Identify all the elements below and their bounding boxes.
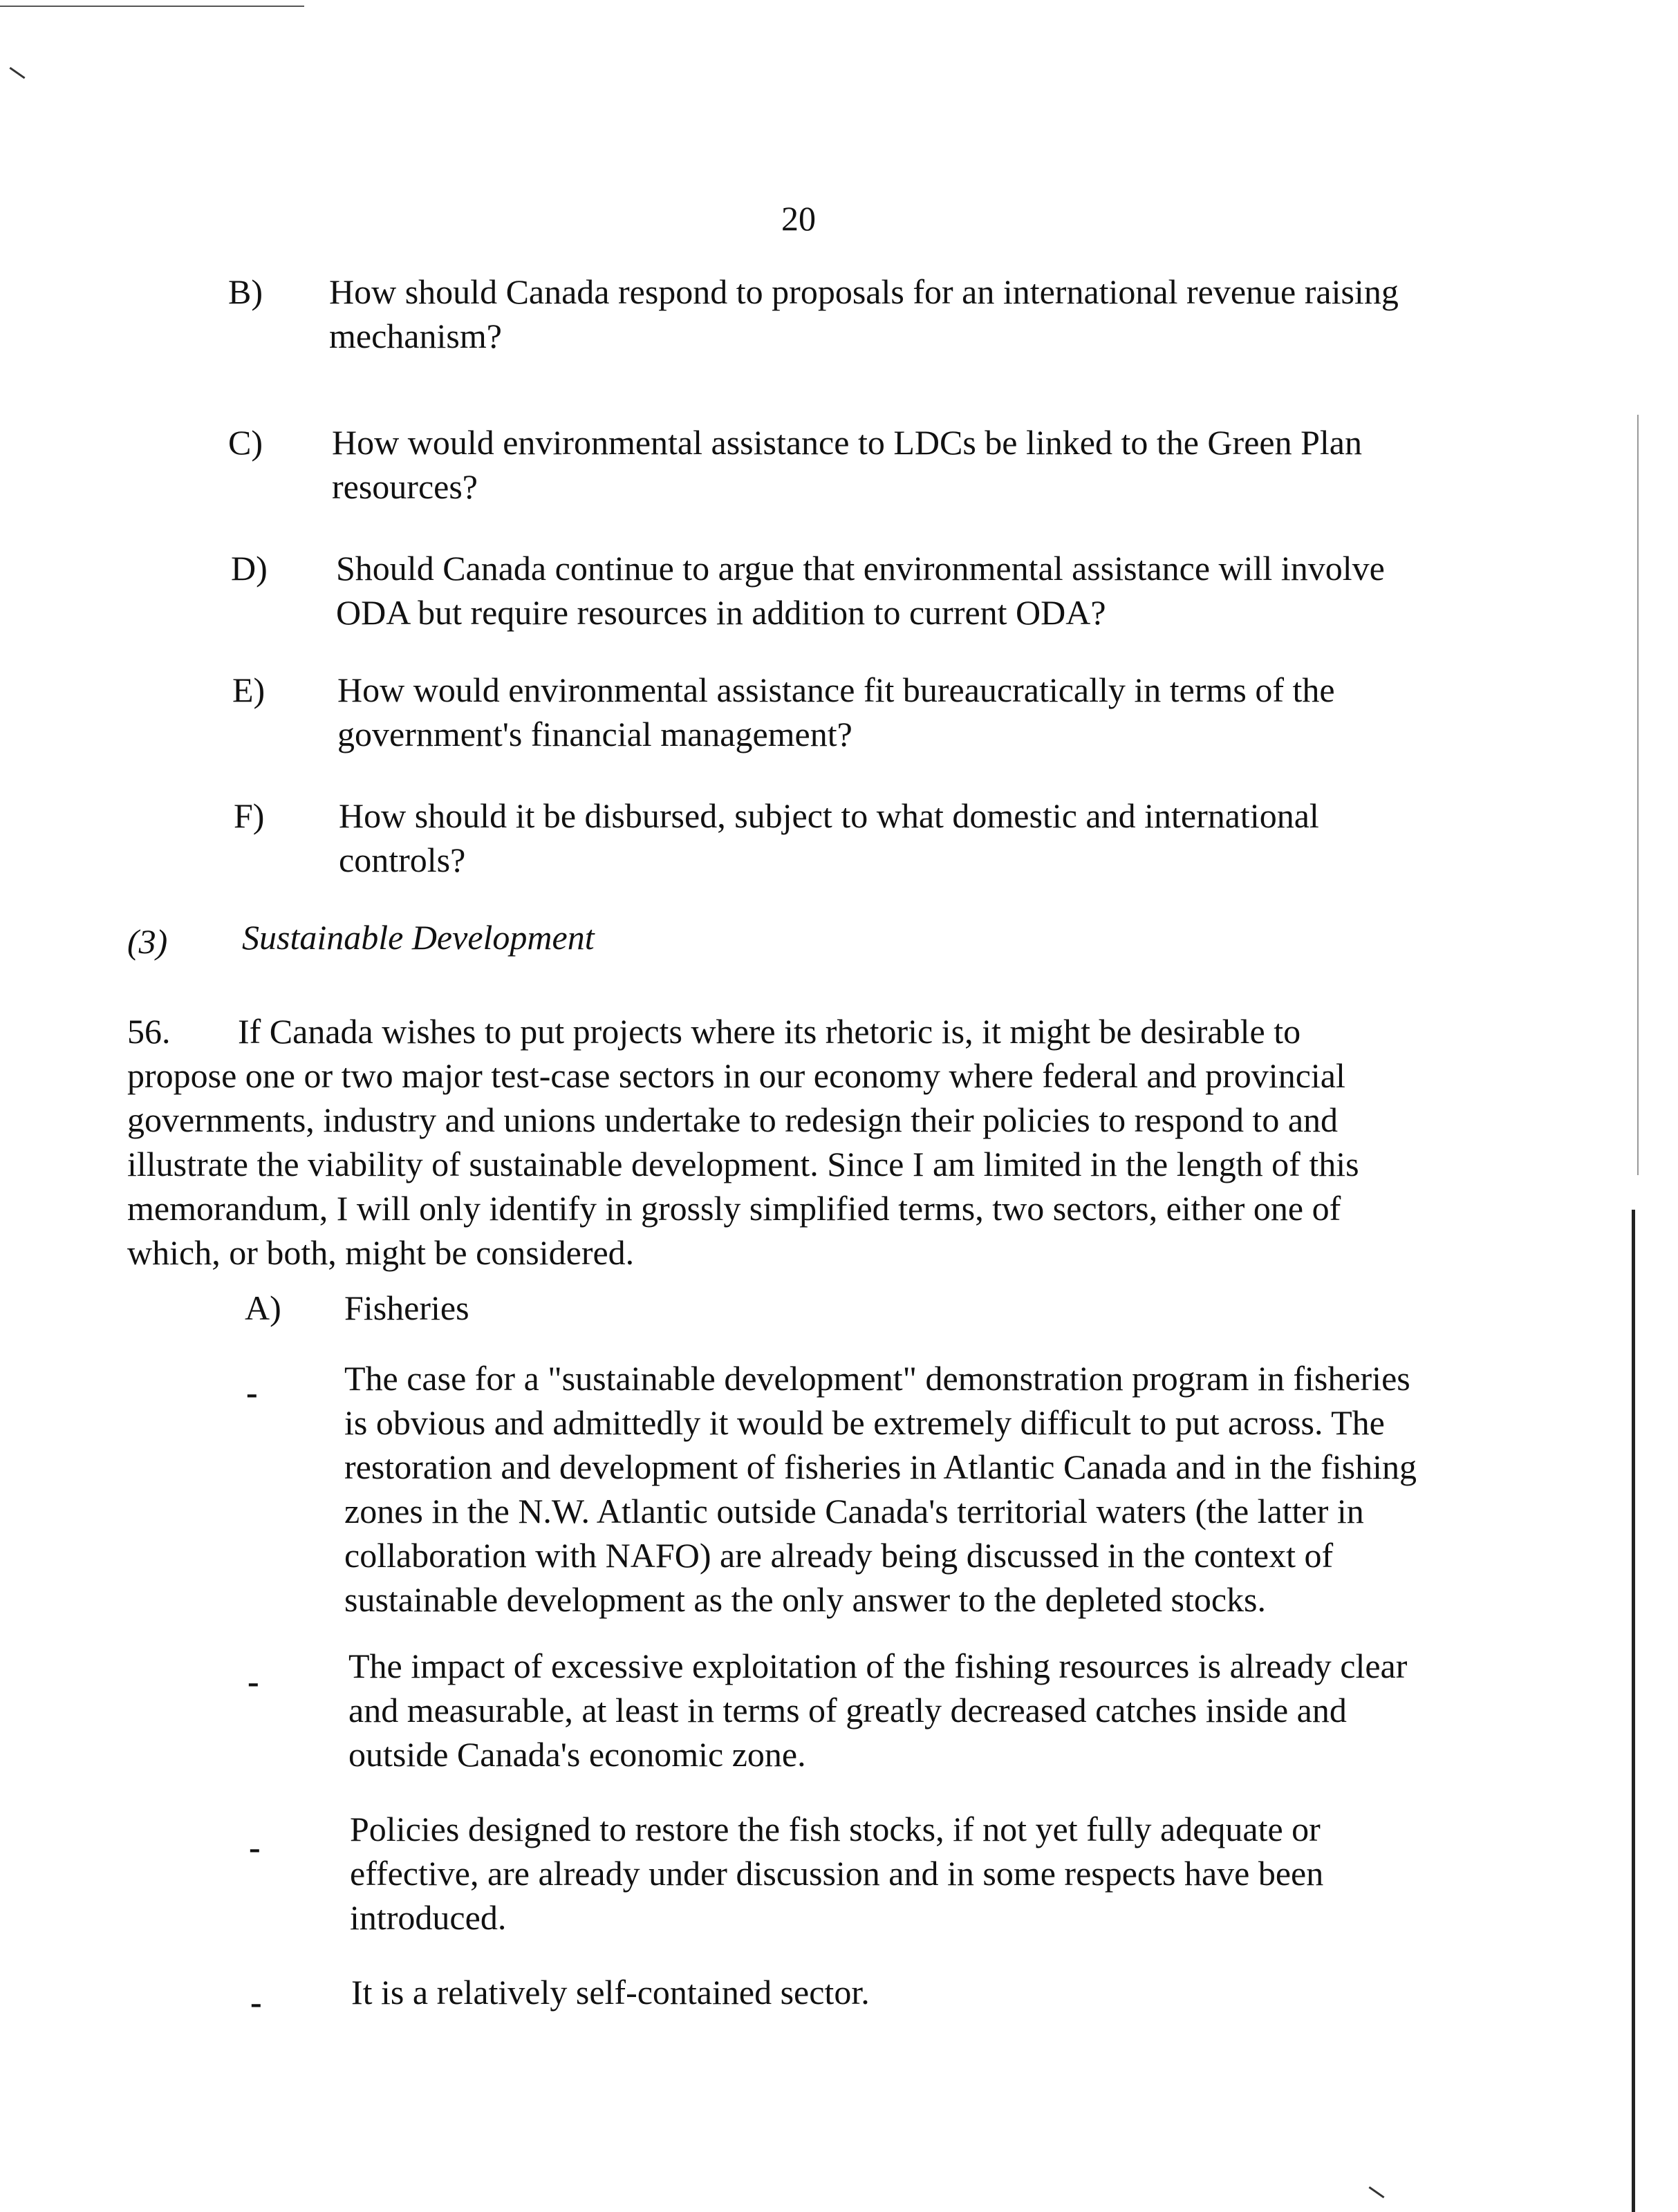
bullet-text: The case for a "sustainable development" demonstration program in fisheries is obvious and admittedly it would be extremely difficult to put across. The restoration and development of fisheries in Atlantic Canada and in the fishing zones in the N.W. Atlantic outside Canada's territorial waters (the latter in collaboration with NAFO) are already being discussed in the context of sustainable development as the only answer to the depleted stocks.	[344, 1359, 1417, 1619]
bullet-text: The impact of excessive exploitation of the fishing resources is already clear and measurable, at least in terms of greatly decreased catches inside and outside Canada's economic zone.	[348, 1647, 1408, 1774]
question-text: How would environmental assistance to LDCs be linked to the Green Plan resources?	[332, 423, 1362, 506]
question-text: How should Canada respond to proposals for an international revenue raising mechanism?	[329, 272, 1399, 355]
bullet-dash: -	[250, 1983, 262, 2021]
question-label: D)	[231, 549, 268, 588]
scan-artifact-mark	[9, 67, 25, 79]
question-label: C)	[228, 423, 263, 462]
scan-artifact-rule	[0, 6, 304, 7]
scan-artifact-edge-dark	[1632, 1210, 1635, 2212]
question-label: F)	[234, 796, 265, 835]
section-number: (3)	[127, 922, 168, 961]
question-label: E)	[232, 671, 265, 709]
question-text: How would environmental assistance fit bureaucratically in terms of the government's financial management?	[337, 671, 1335, 753]
bullet-dash: -	[248, 1662, 259, 1700]
question-text: Should Canada continue to argue that environmental assistance will involve ODA but require resources in addition to current ODA?	[336, 549, 1385, 632]
bullet-dash: -	[249, 1828, 261, 1866]
bullet-dash: -	[246, 1373, 258, 1412]
bullet-text: It is a relatively self-contained sector.	[351, 1973, 870, 2012]
page-number: 20	[781, 199, 816, 238]
subsection-title: Fisheries	[344, 1288, 469, 1327]
bullet-text: Policies designed to restore the fish stocks, if not yet fully adequate or effective, are already under discussion and in some respects have been introduced.	[350, 1810, 1324, 1937]
scan-artifact-mark	[1368, 2186, 1384, 2198]
scan-artifact-edge	[1637, 415, 1639, 1175]
section-title: Sustainable Development	[242, 918, 595, 957]
question-text: How should it be disbursed, subject to what domestic and international controls?	[339, 796, 1319, 879]
question-label: B)	[228, 272, 263, 311]
paragraph-number: 56.	[127, 1012, 171, 1051]
subsection-label: A)	[245, 1288, 281, 1327]
paragraph-text: If Canada wishes to put projects where its rhetoric is, it might be desirable to propose one or two major test-case sectors in our economy where federal and provincial governments, industry and unions undertake to redesign their policies to respond to and illustrate the viability of sustainable development. Since I am limited in the length of this memorandum, I will only identify in grossly simplified terms, two sectors, either one of which, or both, might be considered.	[127, 1012, 1359, 1272]
